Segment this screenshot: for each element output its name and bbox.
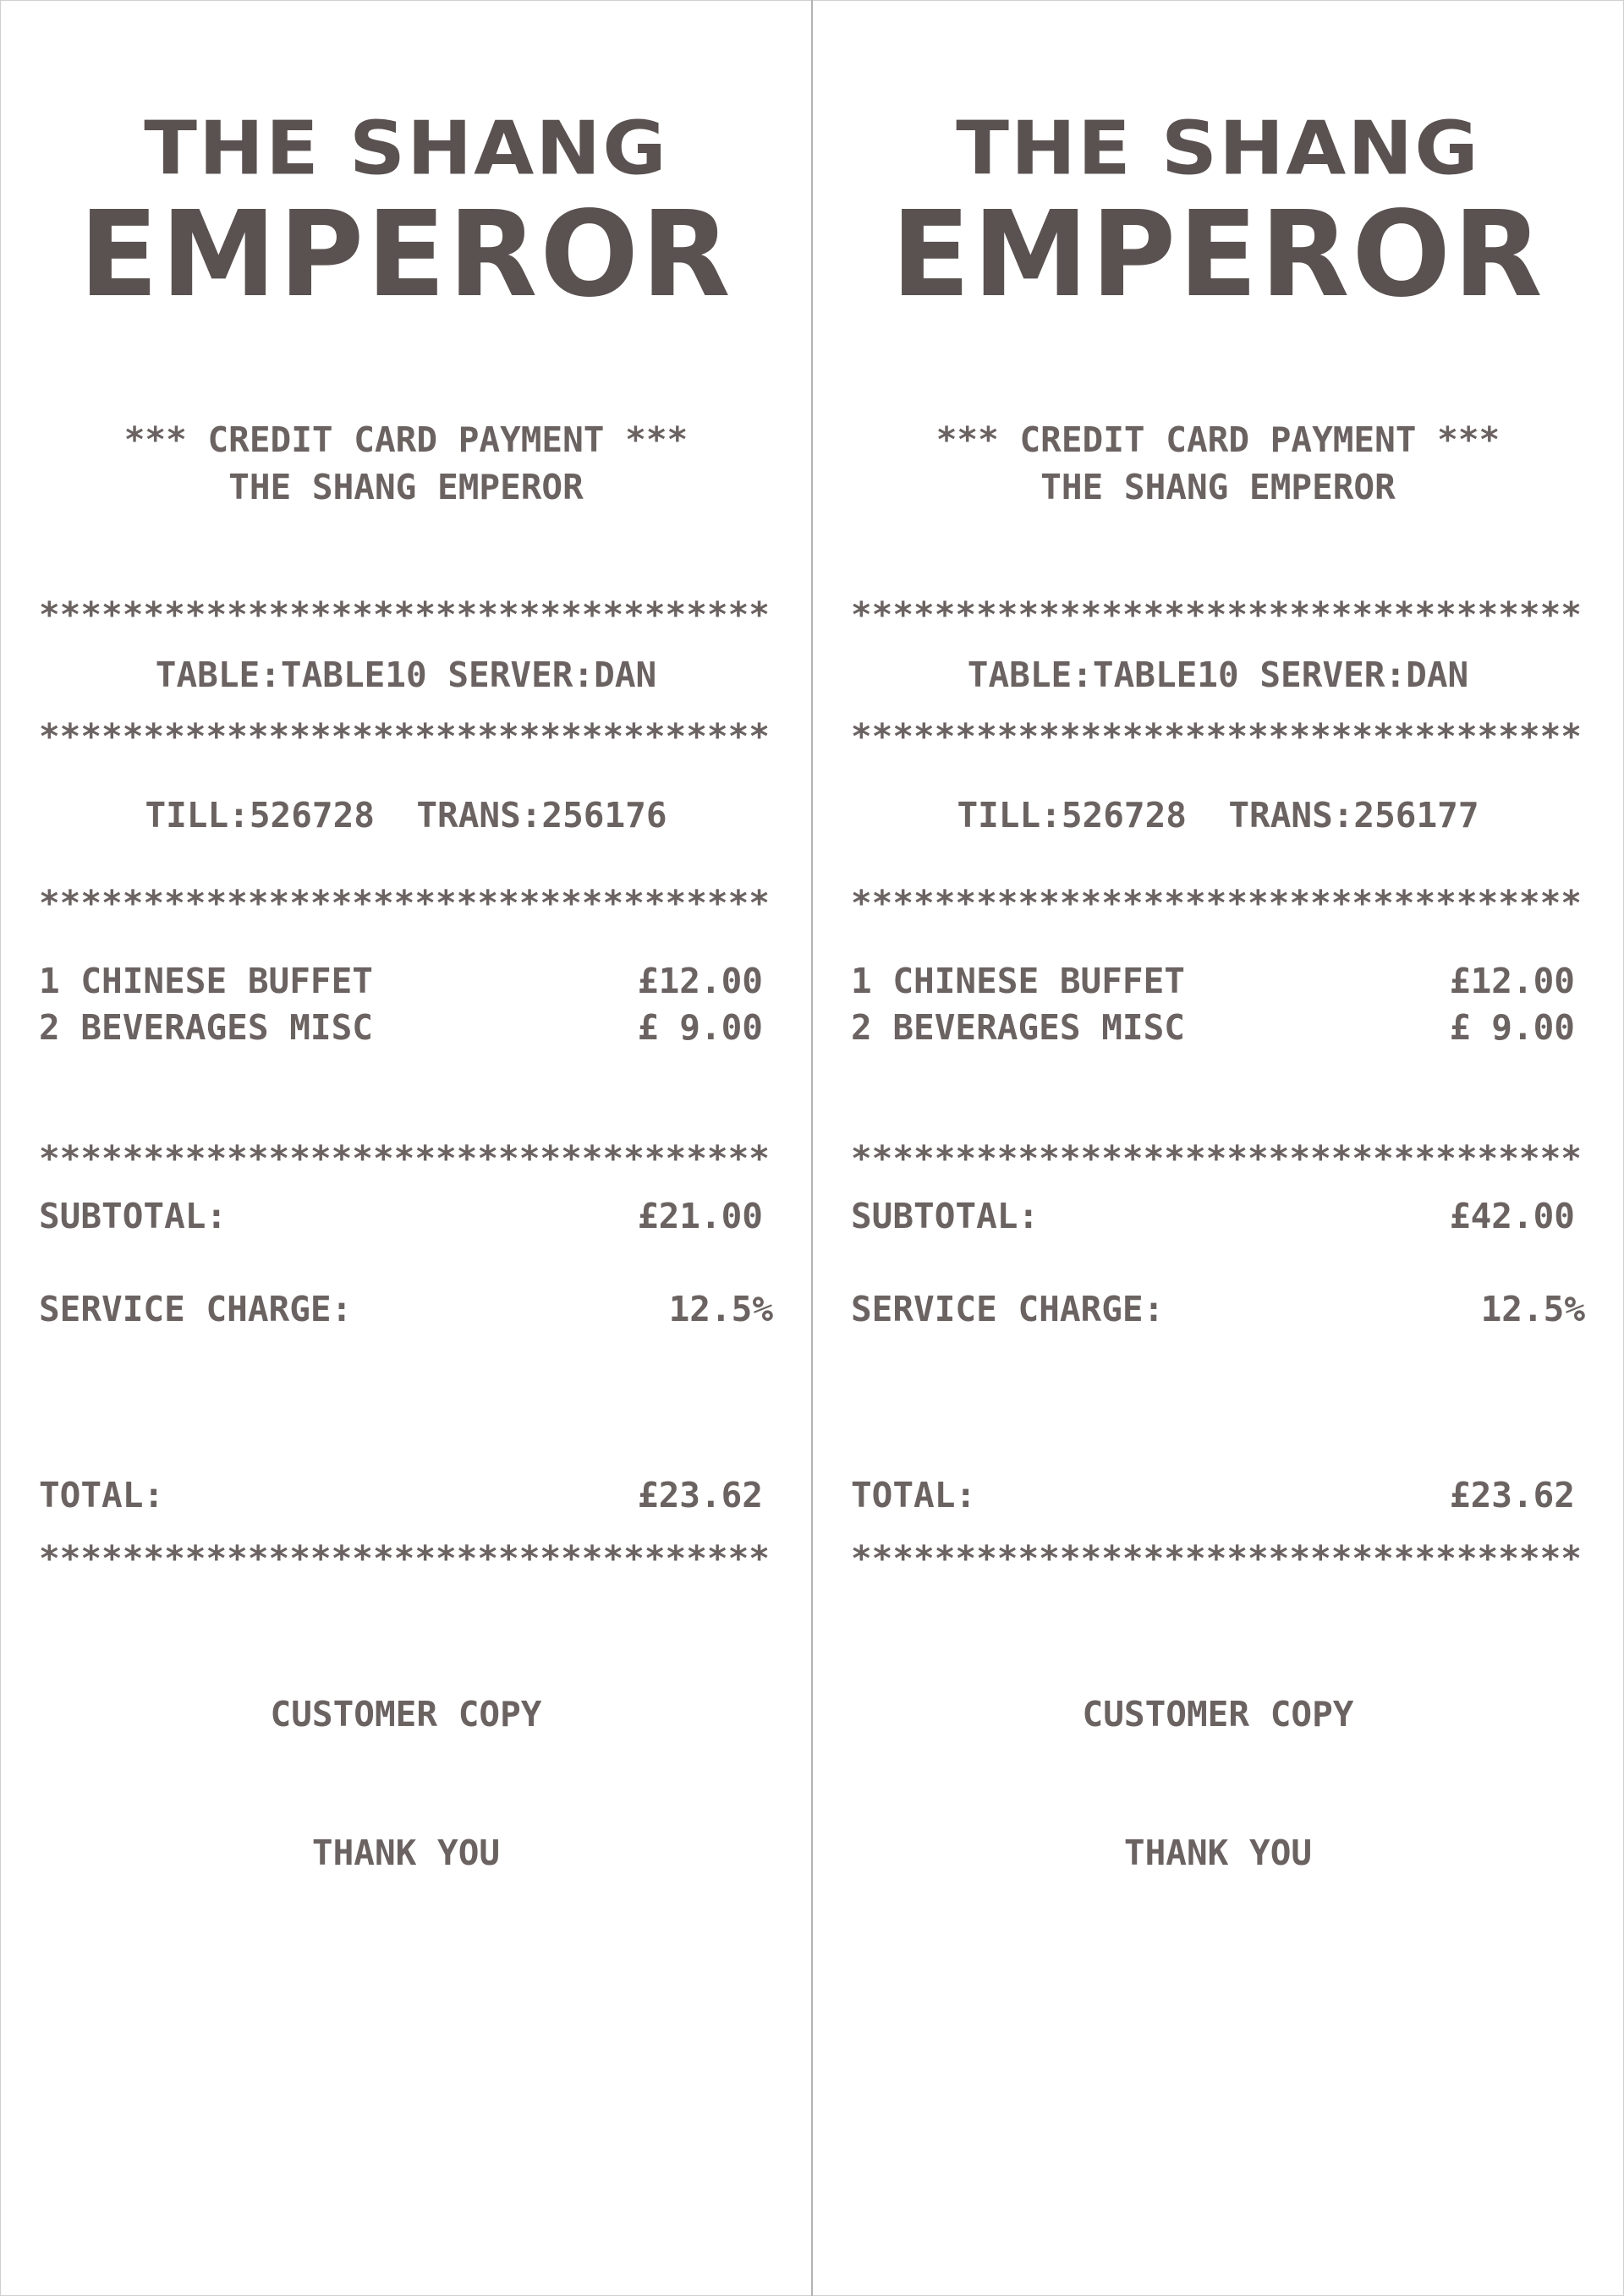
item-label: 1 CHINESE BUFFET (851, 961, 1185, 1001)
till-trans-line: TILL:526728 TRANS:256177 (957, 795, 1479, 836)
total-label: TOTAL: (39, 1475, 165, 1515)
subtotal-amount: £21.00 (637, 1196, 763, 1236)
table-server-line: TABLE:TABLE10 SERVER:DAN (155, 655, 657, 695)
total-amount: £23.62 (637, 1475, 763, 1515)
total-amount: £23.62 (1449, 1475, 1575, 1515)
service-charge-amount: 12.5% (1480, 1289, 1585, 1329)
customer-copy-label: CUSTOMER COPY (270, 1694, 542, 1734)
separator: *********************************** (39, 1542, 770, 1576)
service-charge-label: SERVICE CHARGE: (851, 1289, 1165, 1329)
item-label: 2 BEVERAGES MISC (851, 1007, 1185, 1048)
thank-you-label: THANK YOU (1123, 1833, 1313, 1873)
till-trans-line: TILL:526728 TRANS:256176 (145, 795, 667, 836)
customer-copy-label: CUSTOMER COPY (1082, 1694, 1354, 1734)
total-label: TOTAL: (851, 1475, 977, 1515)
subtotal-amount: £42.00 (1449, 1196, 1575, 1236)
separator: *********************************** (39, 720, 770, 754)
item-amount: £ 9.00 (1449, 1007, 1575, 1048)
item-label: 1 CHINESE BUFFET (39, 961, 373, 1001)
subtotal-label: SUBTOTAL: (851, 1196, 1040, 1236)
item-label: 2 BEVERAGES MISC (39, 1007, 373, 1048)
service-charge-label: SERVICE CHARGE: (39, 1289, 353, 1329)
thank-you-label: THANK YOU (311, 1833, 501, 1873)
separator: *********************************** (851, 886, 1582, 921)
subtotal-label: SUBTOTAL: (39, 1196, 228, 1236)
payment-header: *** CREDIT CARD PAYMENT *** (935, 419, 1501, 460)
separator: *********************************** (851, 598, 1582, 633)
restaurant-name: THE SHANG EMPEROR (1040, 467, 1396, 507)
logo-line-1: THE SHANG (956, 105, 1480, 192)
logo-line-2: EMPEROR (891, 186, 1545, 324)
separator: *********************************** (851, 1142, 1582, 1176)
separator: *********************************** (39, 886, 770, 921)
table-server-line: TABLE:TABLE10 SERVER:DAN (967, 655, 1469, 695)
item-amount: £12.00 (1449, 961, 1575, 1001)
item-amount: £12.00 (637, 961, 763, 1001)
separator: *********************************** (851, 720, 1582, 754)
receipt-right (812, 0, 1624, 2296)
separator: *********************************** (39, 1142, 770, 1176)
payment-header: *** CREDIT CARD PAYMENT *** (123, 419, 689, 460)
item-amount: £ 9.00 (637, 1007, 763, 1048)
service-charge-amount: 12.5% (668, 1289, 773, 1329)
separator: *********************************** (39, 598, 770, 633)
logo-line-2: EMPEROR (79, 186, 733, 324)
separator: *********************************** (851, 1542, 1582, 1576)
logo-line-1: THE SHANG (144, 105, 668, 192)
restaurant-name: THE SHANG EMPEROR (228, 467, 584, 507)
